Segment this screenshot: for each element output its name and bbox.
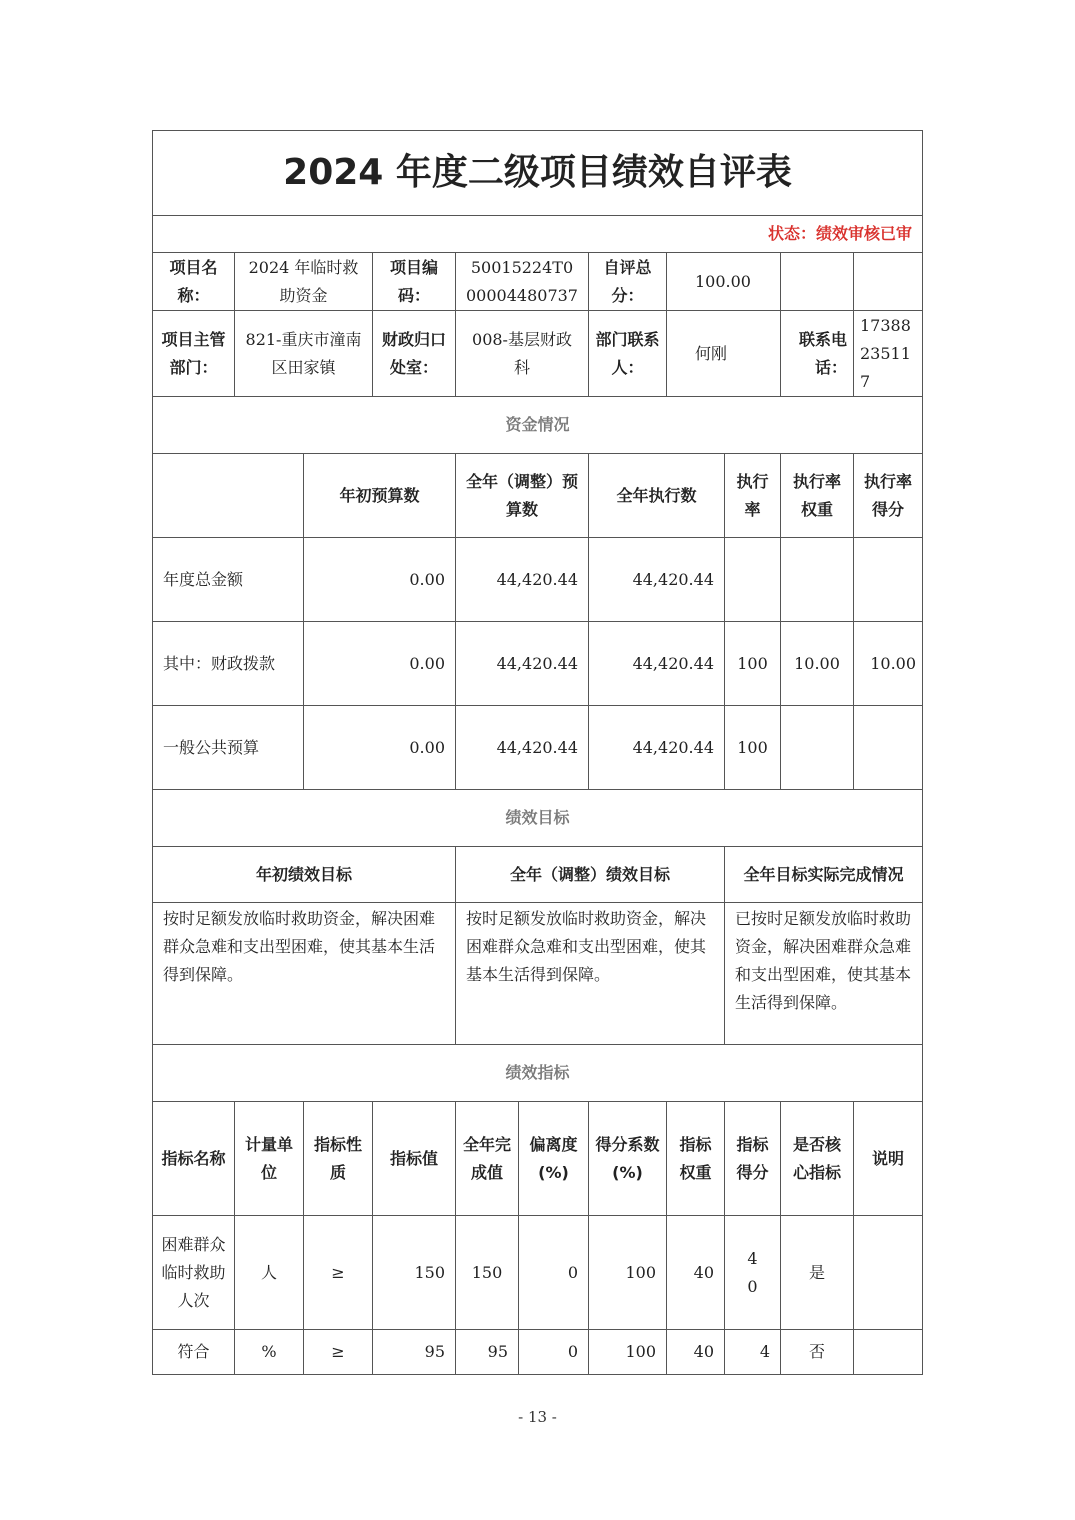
project-name-value: 2024 年临时救助资金 — [235, 253, 373, 311]
funds-header-executed: 全年执行数 — [589, 454, 725, 538]
ind-row-note — [854, 1330, 923, 1375]
ind-row-score: 40 — [725, 1216, 781, 1330]
funds-row-initial: 0.00 — [304, 706, 456, 790]
project-code-label: 项目编码： — [373, 253, 456, 311]
project-name-label: 项目名称： — [153, 253, 235, 311]
funds-row-rate: 100 — [725, 706, 781, 790]
funds-header-score: 执行率得分 — [854, 454, 923, 538]
ind-header-coef: 得分系数(%) — [589, 1102, 667, 1216]
empty-cell — [781, 253, 854, 311]
funds-header-weight: 执行率权重 — [781, 454, 854, 538]
contact-value: 何刚 — [667, 311, 781, 397]
ind-row-done: 95 — [456, 1330, 519, 1375]
funds-row-weight — [781, 538, 854, 622]
ind-row-weight: 40 — [667, 1330, 725, 1375]
ind-row-nature: ≥ — [304, 1330, 373, 1375]
phone-value: 17388235117 — [854, 311, 923, 397]
ind-row-unit: 人 — [235, 1216, 304, 1330]
ind-row-value: 150 — [373, 1216, 456, 1330]
funds-row-weight: 10.00 — [781, 622, 854, 706]
ind-row-dev: 0 — [519, 1216, 589, 1330]
ind-header-nature: 指标性质 — [304, 1102, 373, 1216]
funds-row-name: 其中：财政拨款 — [153, 622, 304, 706]
goals-section-header: 绩效目标 — [153, 790, 923, 847]
project-code-value: 50015224T000004480737 — [456, 253, 589, 311]
ind-row-unit: % — [235, 1330, 304, 1375]
ind-row-name: 困难群众临时救助人次 — [153, 1216, 235, 1330]
evaluation-table — [152, 130, 923, 1375]
funds-row-initial: 0.00 — [304, 622, 456, 706]
goals-actual-text: 已按时足额发放临时救助资金，解决困难群众急难和支出型困难，使其基本生活得到保障。 — [725, 903, 923, 1045]
funds-row-adjusted: 44,420.44 — [456, 538, 589, 622]
phone-label: 联系电话： — [781, 311, 854, 397]
funds-row — [153, 706, 923, 790]
goals-initial-text: 按时足额发放临时救助资金，解决困难群众急难和支出型困难，使其基本生活得到保障。 — [153, 903, 456, 1045]
indicators-section-header: 绩效指标 — [153, 1045, 923, 1102]
funds-row-adjusted: 44,420.44 — [456, 622, 589, 706]
dept-value: 821-重庆市潼南区田家镇 — [235, 311, 373, 397]
page-number: - 13 - — [518, 1408, 557, 1426]
funds-row-adjusted: 44,420.44 — [456, 706, 589, 790]
ind-row-score: 4 — [725, 1330, 781, 1375]
ind-row-note — [854, 1216, 923, 1330]
contact-label: 部门联系人： — [589, 311, 667, 397]
funds-row-executed: 44,420.44 — [589, 538, 725, 622]
ind-row-done: 150 — [456, 1216, 519, 1330]
evaluation-form — [152, 130, 922, 1375]
page-title: 2024 年度二级项目绩效自评表 — [153, 131, 923, 216]
funds-row-score — [854, 538, 923, 622]
funds-row-score — [854, 706, 923, 790]
self-score-label: 自评总分： — [589, 253, 667, 311]
finance-office-value: 008-基层财政科 — [456, 311, 589, 397]
empty-cell — [854, 253, 923, 311]
ind-row-value: 95 — [373, 1330, 456, 1375]
goals-header-adjusted: 全年（调整）绩效目标 — [456, 847, 725, 903]
status-badge: 状态：绩效审核已审 — [153, 216, 923, 253]
ind-row-core: 是 — [781, 1216, 854, 1330]
funds-section-header: 资金情况 — [153, 397, 923, 454]
ind-header-value: 指标值 — [373, 1102, 456, 1216]
ind-row-nature: ≥ — [304, 1216, 373, 1330]
funds-row — [153, 538, 923, 622]
funds-row-executed: 44,420.44 — [589, 622, 725, 706]
indicator-row — [153, 1330, 923, 1375]
ind-header-note: 说明 — [854, 1102, 923, 1216]
ind-header-dev: 偏离度(%) — [519, 1102, 589, 1216]
goals-header-initial: 年初绩效目标 — [153, 847, 456, 903]
ind-header-done: 全年完成值 — [456, 1102, 519, 1216]
self-score-value: 100.00 — [667, 253, 781, 311]
ind-header-score: 指标得分 — [725, 1102, 781, 1216]
ind-row-dev: 0 — [519, 1330, 589, 1375]
indicator-row — [153, 1216, 923, 1330]
funds-row-name: 年度总金额 — [153, 538, 304, 622]
funds-row — [153, 622, 923, 706]
finance-office-label: 财政归口处室： — [373, 311, 456, 397]
ind-header-name: 指标名称 — [153, 1102, 235, 1216]
funds-header-blank — [153, 454, 304, 538]
funds-row-name: 一般公共预算 — [153, 706, 304, 790]
ind-header-unit: 计量单位 — [235, 1102, 304, 1216]
funds-row-score: 10.00 — [854, 622, 923, 706]
funds-row-executed: 44,420.44 — [589, 706, 725, 790]
ind-header-core: 是否核心指标 — [781, 1102, 854, 1216]
funds-header-adjusted: 全年（调整）预算数 — [456, 454, 589, 538]
goals-adjusted-text: 按时足额发放临时救助资金，解决困难群众急难和支出型困难，使其基本生活得到保障。 — [456, 903, 725, 1045]
ind-row-coef: 100 — [589, 1330, 667, 1375]
dept-label: 项目主管部门： — [153, 311, 235, 397]
ind-row-weight: 40 — [667, 1216, 725, 1330]
funds-row-rate: 100 — [725, 622, 781, 706]
ind-row-coef: 100 — [589, 1216, 667, 1330]
goals-header-actual: 全年目标实际完成情况 — [725, 847, 923, 903]
funds-row-rate — [725, 538, 781, 622]
funds-row-weight — [781, 706, 854, 790]
funds-header-rate: 执行率 — [725, 454, 781, 538]
ind-row-name: 符合 — [153, 1330, 235, 1375]
funds-header-initial: 年初预算数 — [304, 454, 456, 538]
ind-row-core: 否 — [781, 1330, 854, 1375]
ind-header-weight: 指标权重 — [667, 1102, 725, 1216]
funds-row-initial: 0.00 — [304, 538, 456, 622]
